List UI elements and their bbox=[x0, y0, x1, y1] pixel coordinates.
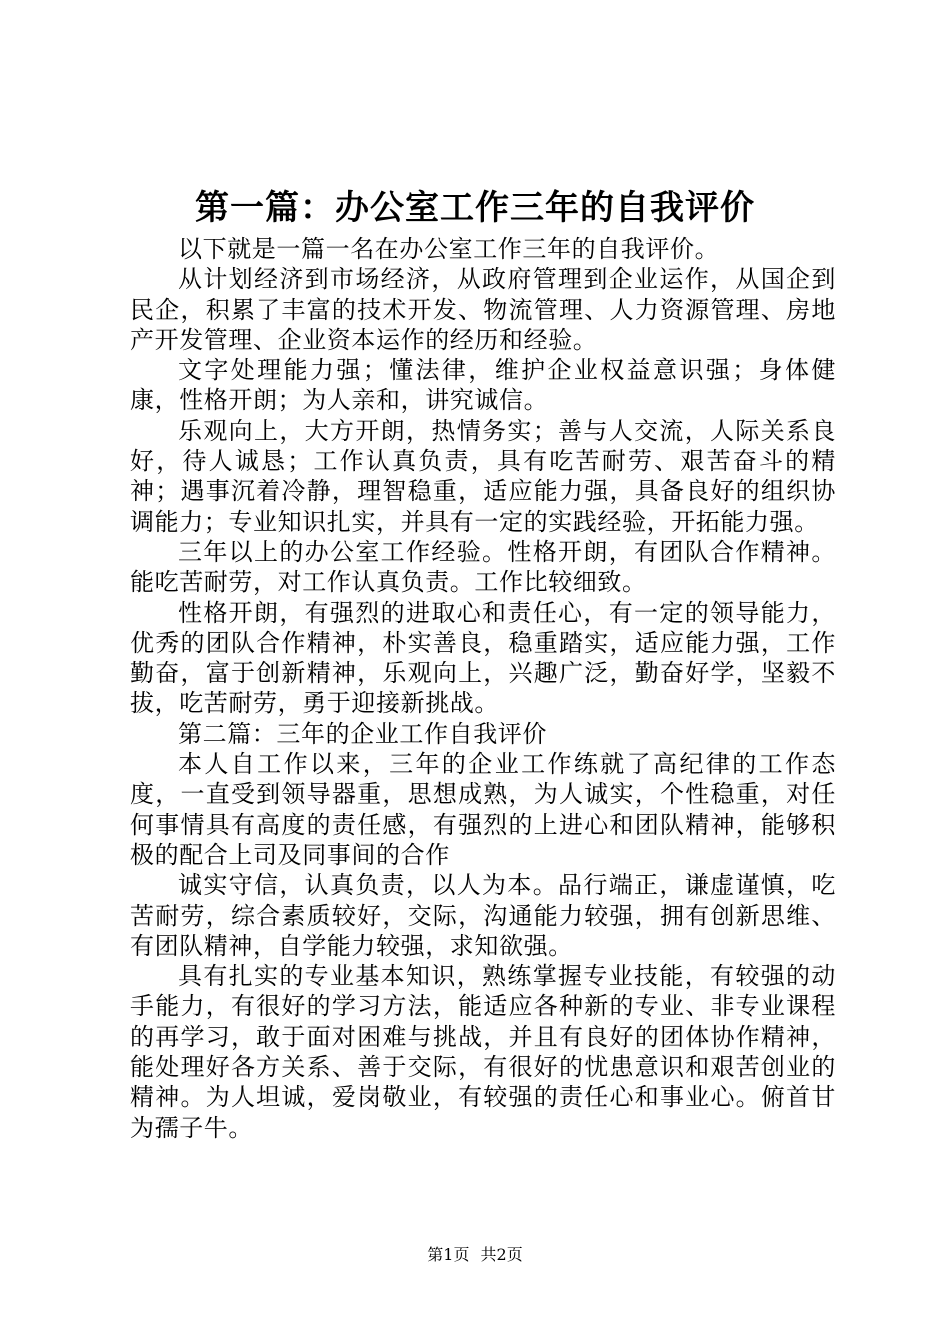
page-total: 共2页 bbox=[480, 1245, 523, 1264]
paragraph: 具有扎实的专业基本知识，熟练掌握专业技能，有较强的动手能力，有很好的学习方法，能适应各种新的专业、非专业课程的再学习，敢于面对困难与挑战，并且有良好的团体协作精神，能处理好各方关系、善于交际，有很好的忧患意识和艰苦创业的精神。为人坦诚，爱岗敬业，有较强的责任心和事业心。俯首甘为孺子牛。 bbox=[130, 962, 836, 1142]
paragraph: 本人自工作以来，三年的企业工作练就了高纪律的工作态度，一直受到领导器重，思想成熟，为人诚实，个性稳重，对任何事情具有高度的责任感，有强烈的上进心和团队精神，能够积极的配合上司及同事间的合作 bbox=[130, 750, 836, 869]
paragraph: 以下就是一篇一名在办公室工作三年的自我评价。 bbox=[178, 235, 720, 263]
page-footer bbox=[0, 1245, 950, 1265]
paragraph: 乐观向上，大方开朗，热情务实；善与人交流，人际关系良好，待人诚恳；工作认真负责，具有吃苦耐劳、艰苦奋斗的精神；遇事沉着冷静，理智稳重，适应能力强，具备良好的组织协调能力；专业知识扎实，并具有一定的实践经验，开拓能力强。 bbox=[130, 416, 836, 536]
document-body bbox=[130, 234, 836, 1143]
paragraph: 从计划经济到市场经济，从政府管理到企业运作，从国企到民企，积累了丰富的技术开发、物流管理、人力资源管理、房地产开发管理、企业资本运作的经历和经验。 bbox=[130, 265, 836, 354]
paragraph: 性格开朗，有强烈的进取心和责任心，有一定的领导能力，优秀的团队合作精神，朴实善良，稳重踏实，适应能力强，工作勤奋，富于创新精神，乐观向上，兴趣广泛，勤奋好学，坚毅不拔，吃苦耐劳，勇于迎接新挑战。 bbox=[130, 598, 836, 718]
paragraph: 诚实守信，认真负责，以人为本。品行端正，谦虚谨慎，吃苦耐劳，综合素质较好，交际，沟通能力较强，拥有创新思维、有团队精神，自学能力较强，求知欲强。 bbox=[130, 871, 836, 960]
paragraph: 文字处理能力强；懂法律，维护企业权益意识强；身体健康，性格开朗；为人亲和，讲究诚信。 bbox=[130, 356, 836, 415]
page-number: 第1页 bbox=[427, 1245, 470, 1264]
document-title: 第一篇：办公室工作三年的自我评价 bbox=[195, 188, 755, 228]
paragraph: 三年以上的办公室工作经验。性格开朗，有团队合作精神。能吃苦耐劳，对工作认真负责。工作比较细致。 bbox=[130, 537, 836, 597]
section-heading: 第二篇：三年的企业工作自我评价 bbox=[178, 719, 547, 748]
